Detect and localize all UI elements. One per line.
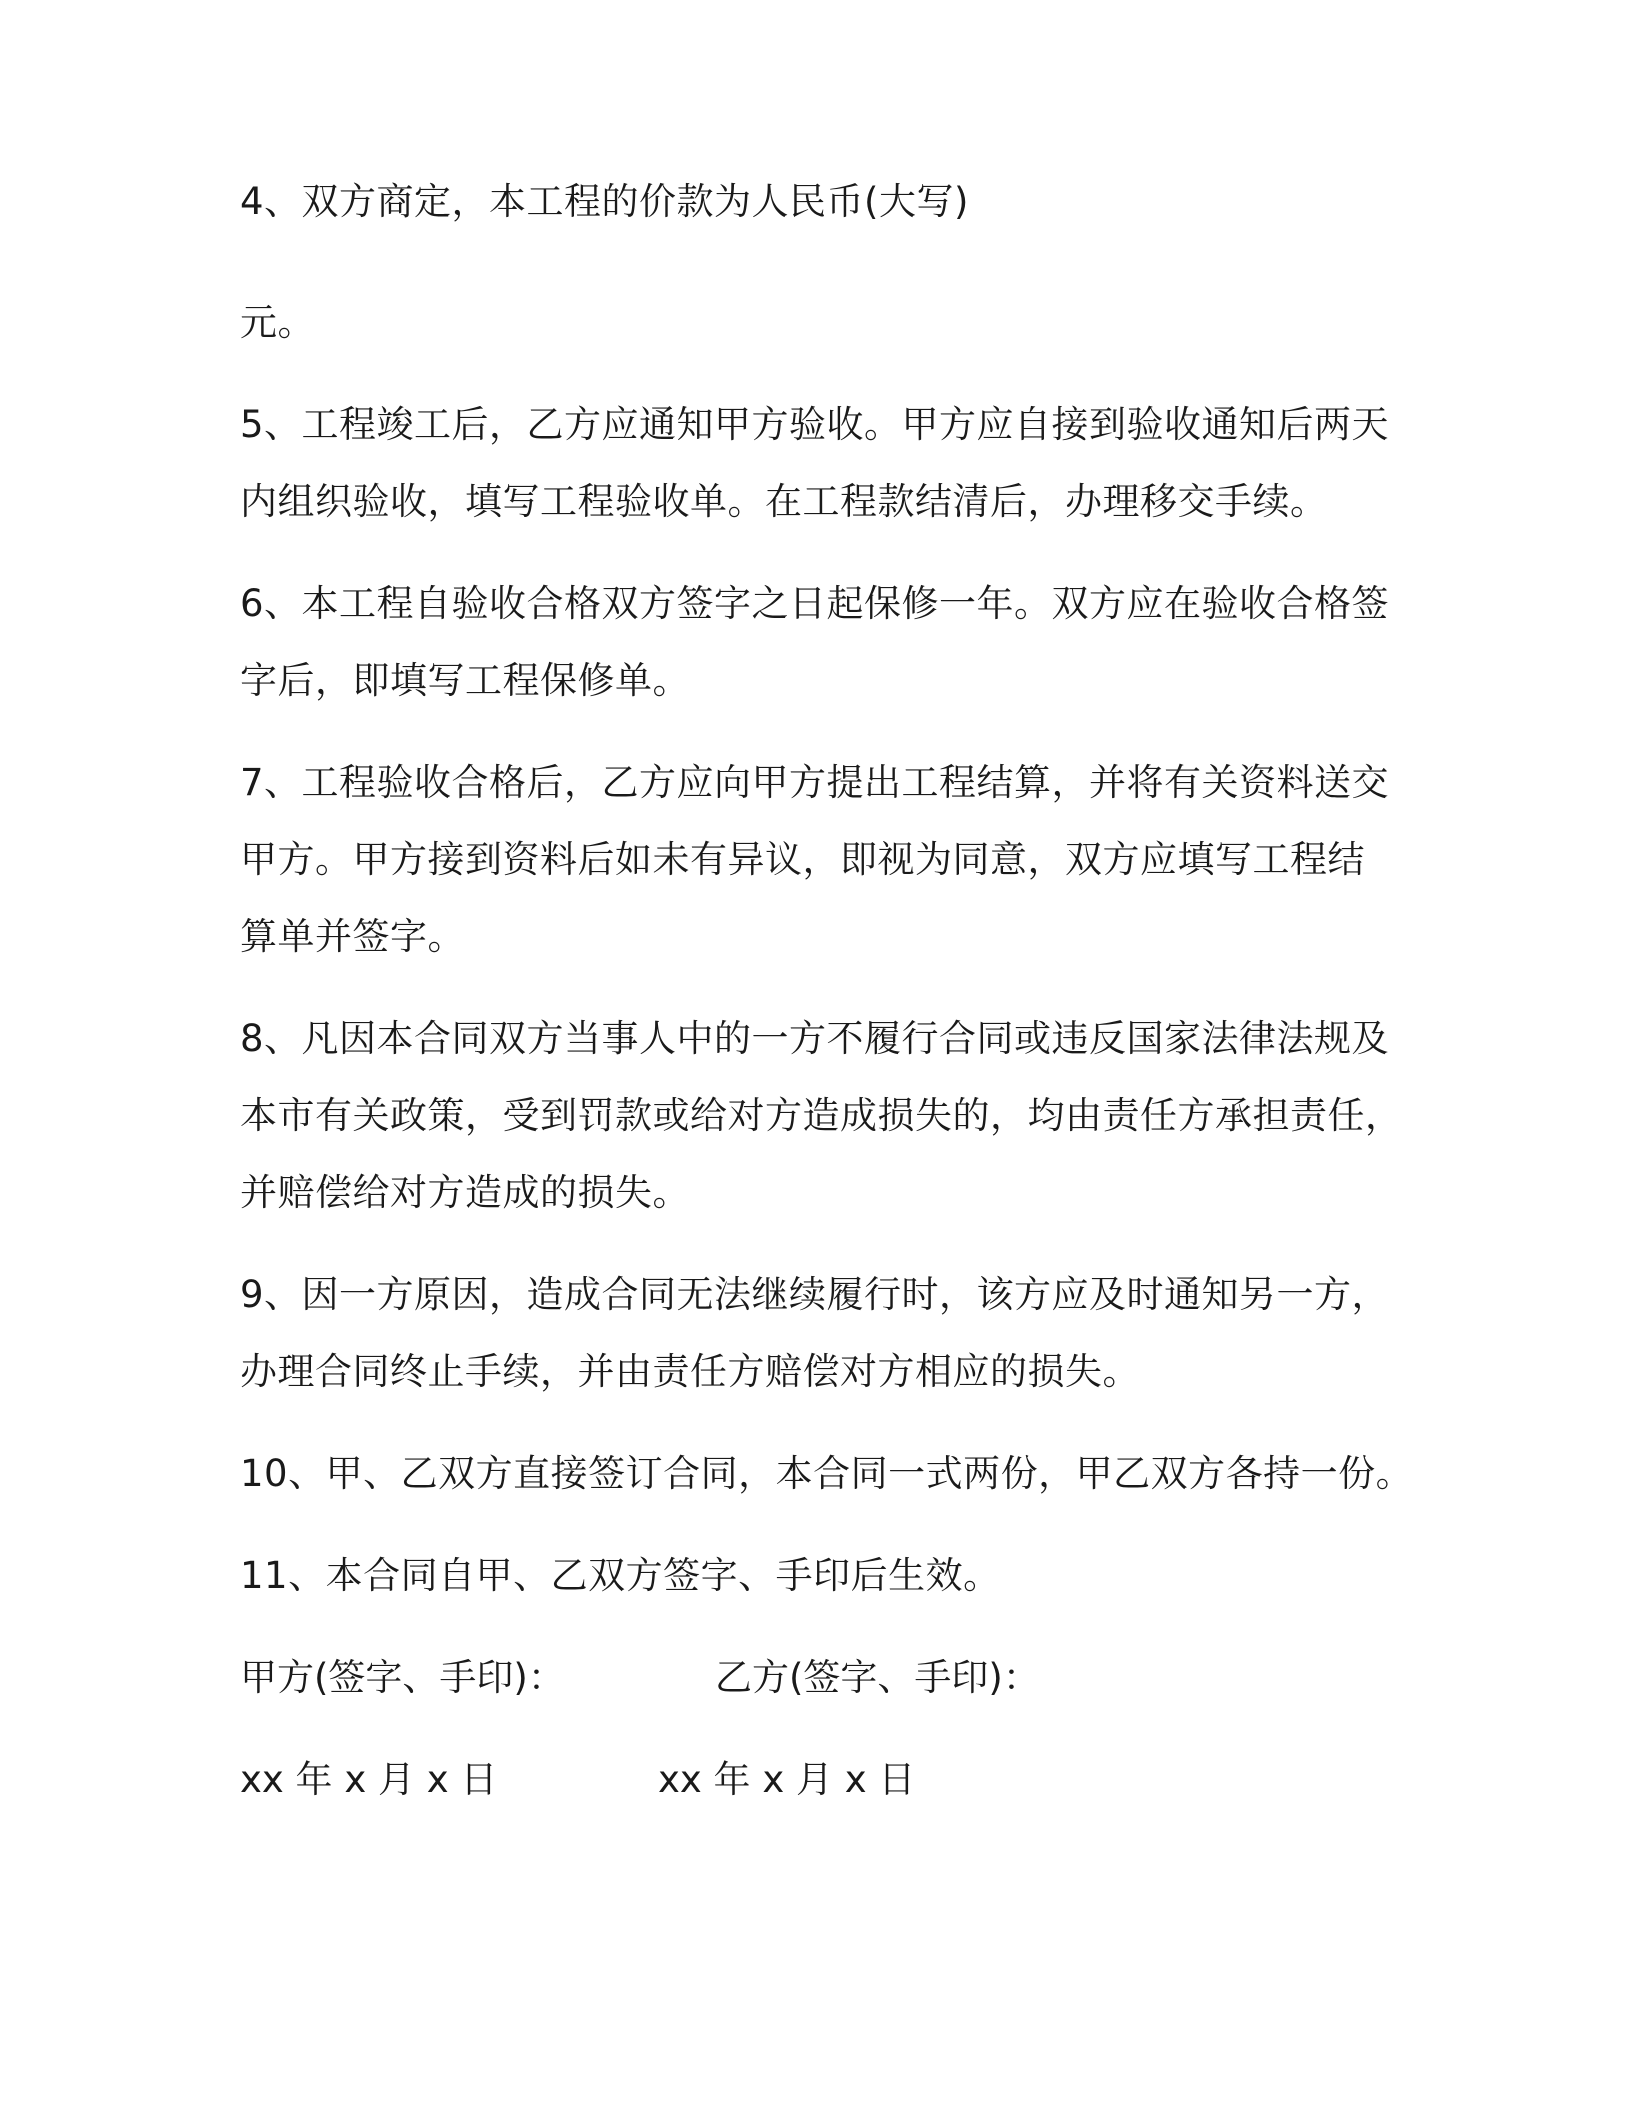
clause-11-line-1: 11、本合同自甲、乙双方签字、手印后生效。 — [240, 1554, 1001, 1597]
clause-7-line-1: 7、工程验收合格后，乙方应向甲方提出工程结算，并将有关资料送交 — [240, 761, 1390, 804]
clause-8-line-2: 本市有关政策，受到罚款或给对方造成损失的，均由责任方承担责任， — [240, 1094, 1403, 1137]
party-b-date: xx 年 x 月 x 日 — [658, 1758, 916, 1801]
clause-8-line-1: 8、凡因本合同双方当事人中的一方不履行合同或违反国家法律法规及 — [240, 1017, 1390, 1060]
clause-10-line-1: 10、甲、乙双方直接签订合同，本合同一式两份，甲乙双方各持一份。 — [240, 1452, 1414, 1495]
clause-8-line-3: 并赔偿给对方造成的损失。 — [240, 1171, 690, 1214]
clause-5-line-2: 内组织验收，填写工程验收单。在工程款结清后，办理移交手续。 — [240, 480, 1328, 523]
clause-7-line-2: 甲方。甲方接到资料后如未有异议，即视为同意，双方应填写工程结 — [240, 838, 1365, 881]
clause-9-line-1: 9、因一方原因，造成合同无法继续履行时，该方应及时通知另一方， — [240, 1273, 1390, 1316]
clause-7-line-3: 算单并签字。 — [240, 915, 465, 958]
clause-4-line-2: 元。 — [240, 301, 315, 344]
clause-6-line-1: 6、本工程自验收合格双方签字之日起保修一年。双方应在验收合格签 — [240, 582, 1390, 625]
clause-6-line-2: 字后，即填写工程保修单。 — [240, 659, 690, 702]
party-a-signature-label: 甲方(签字、手印)： — [240, 1656, 565, 1699]
clause-9-line-2: 办理合同终止手续，并由责任方赔偿对方相应的损失。 — [240, 1350, 1140, 1393]
party-a-date: xx 年 x 月 x 日 — [240, 1758, 498, 1801]
clause-4-line-1: 4、双方商定，本工程的价款为人民币(大写) — [240, 180, 969, 223]
clause-5-line-1: 5、工程竣工后，乙方应通知甲方验收。甲方应自接到验收通知后两天 — [240, 403, 1390, 446]
party-b-signature-label: 乙方(签字、手印)： — [715, 1656, 1040, 1699]
